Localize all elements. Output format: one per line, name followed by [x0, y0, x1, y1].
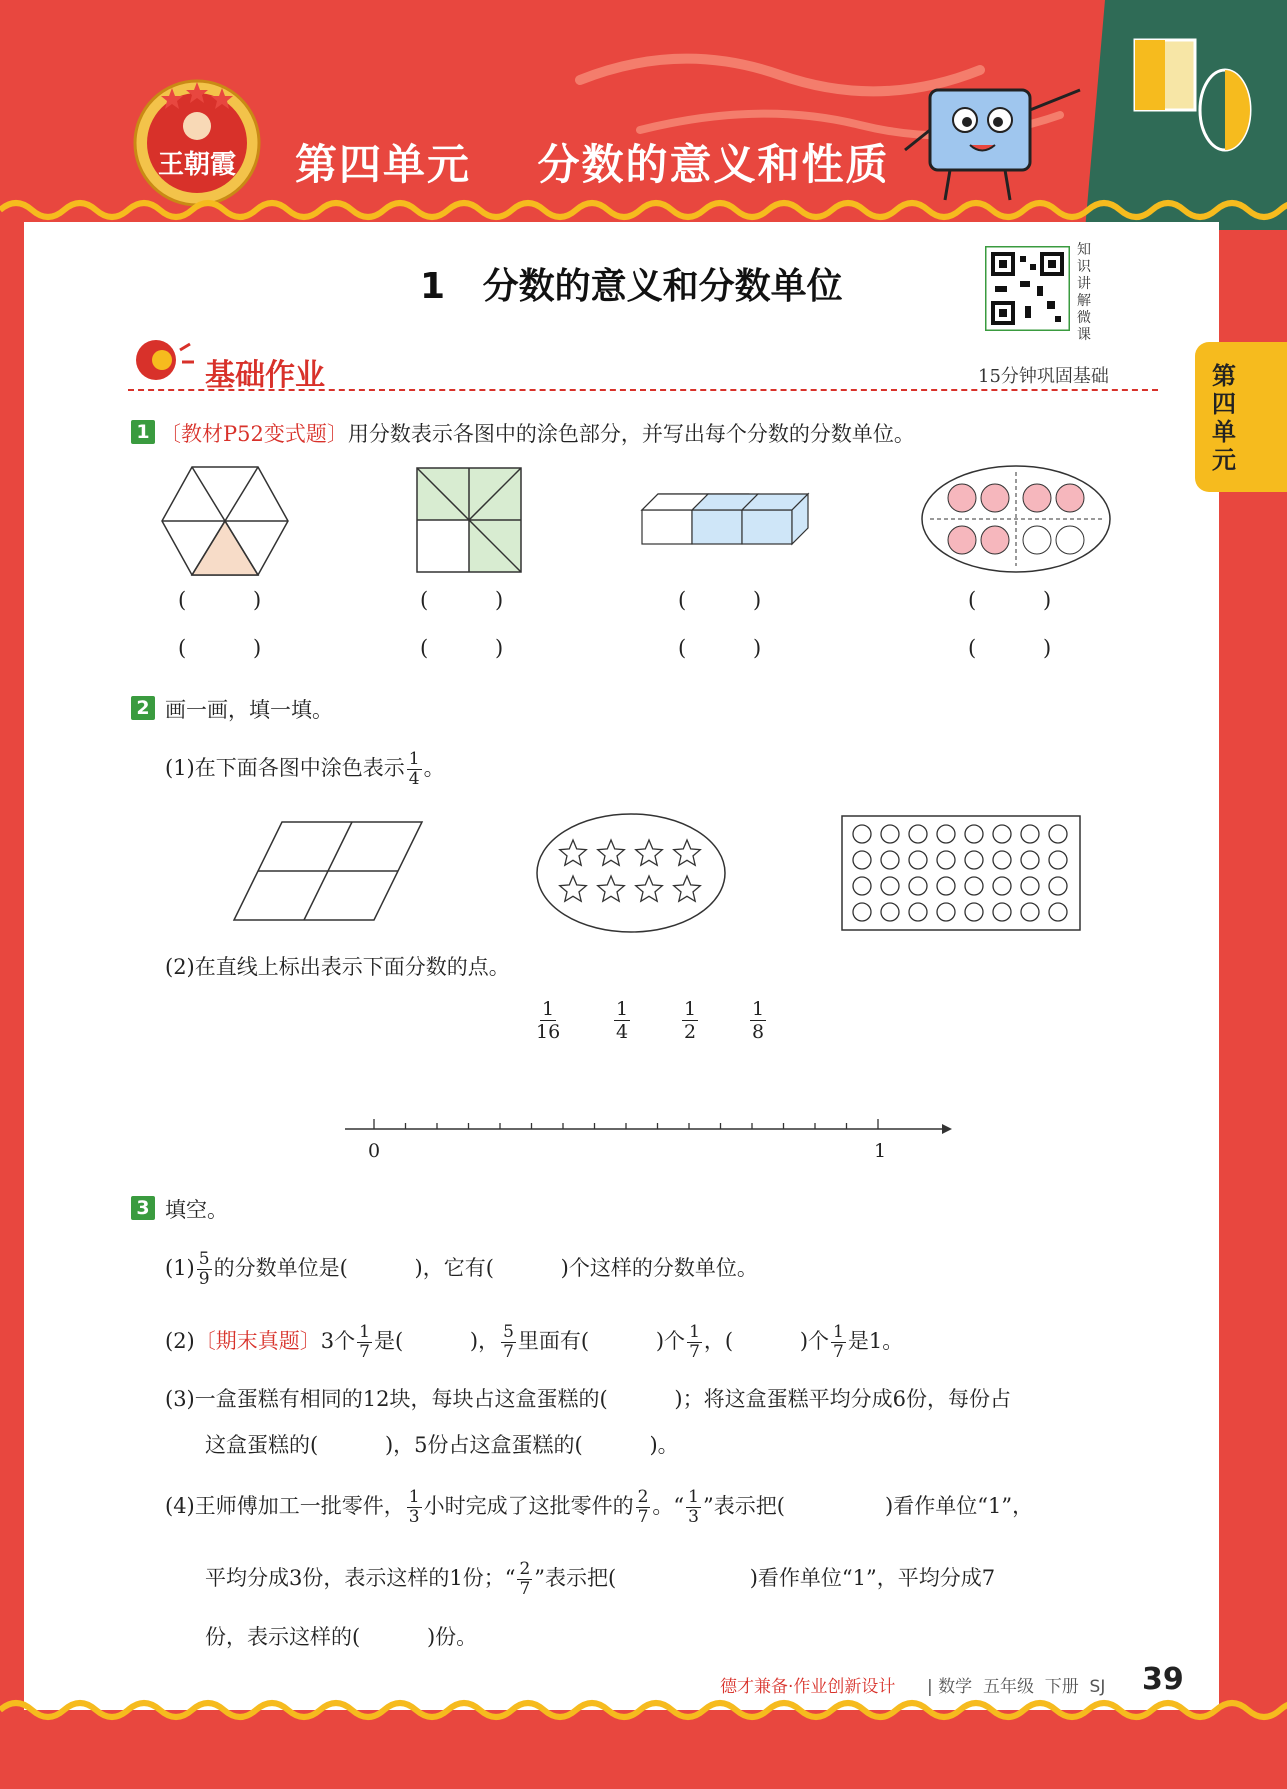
question-2-part-1: (1)在下面各图中涂色表示 $\frac{1}{4}$ 。 [165, 749, 445, 789]
star-shape[interactable] [560, 840, 587, 865]
question-1-prompt: 用分数表示各图中的涂色部分，并写出每个分数的分数单位。 [347, 422, 915, 446]
grid-circle[interactable] [909, 851, 927, 869]
grid-circle[interactable] [937, 851, 955, 869]
answer-blank[interactable]: ( ) [178, 588, 262, 612]
lesson-title: 1 分数的意义和分数单位 [420, 266, 843, 307]
grid-circle[interactable] [937, 903, 955, 921]
fraction-label: $\frac{1}{4}$ [616, 998, 629, 1043]
question-1-text [160, 418, 915, 448]
star-shape[interactable] [598, 840, 625, 865]
question-number: 3 [131, 1196, 155, 1220]
qr-code-icon[interactable] [985, 246, 1070, 331]
grid-circle[interactable] [1049, 903, 1067, 921]
qr-label: 知识讲解微课 [1077, 242, 1091, 343]
question-3-part-3-line-2: 这盒蛋糕的( )，5份占这盒蛋糕的( )。 [205, 1433, 679, 1457]
grid-circle[interactable] [1049, 851, 1067, 869]
grid-circle[interactable] [881, 877, 899, 895]
star-shape[interactable] [674, 876, 701, 901]
grid-circle[interactable] [993, 877, 1011, 895]
answer-blank[interactable]: ( ) [678, 636, 762, 660]
grid-circle[interactable] [909, 825, 927, 843]
grid-circle[interactable] [993, 903, 1011, 921]
circle-grid-figure[interactable] [840, 814, 1082, 932]
grid-circle[interactable] [881, 851, 899, 869]
grid-circle[interactable] [965, 903, 983, 921]
question-3-part-4-line-1: (4)王师傅加工一批零件， $\frac{1}{3}$ 小时完成了这批零件的 $\frac{2}{7}$ 。“ $\frac{1}{3}$ ”表示把( )看作单位“1”， [165, 1487, 1034, 1527]
svg-text:王朝霞: 王朝霞 [157, 150, 237, 180]
question-3-prompt: 填空。 [165, 1198, 228, 1222]
question-3-part-4-line-3: 份，表示这样的( )份。 [205, 1625, 478, 1649]
question-number: 2 [131, 696, 155, 720]
fraction-label: $\frac{1}{8}$ [752, 998, 765, 1043]
star-oval-figure[interactable] [535, 812, 727, 934]
answer-blank[interactable]: ( ) [420, 588, 504, 612]
question-2-prompt: 画一画，填一填。 [165, 698, 333, 722]
grid-circle[interactable] [1021, 903, 1039, 921]
grid-circle[interactable] [937, 877, 955, 895]
question-number: 1 [131, 420, 155, 444]
grid-circle[interactable] [881, 825, 899, 843]
footer-meta: | 数学 五年级 下册 SJ [927, 1677, 1106, 1697]
question-3-part-2: (2)〔期末真题〕3个 $\frac{1}{7}$ 是( )， $\frac{5}{7}$ 里面有( )个 $\frac{1}{7}$ ，( )个 $\frac{1}{7}$ 是1。 [165, 1322, 904, 1362]
grid-circle[interactable] [1021, 825, 1039, 843]
grid-circle[interactable] [881, 903, 899, 921]
grid-circle[interactable] [1021, 877, 1039, 895]
answer-blank[interactable]: ( ) [678, 588, 762, 612]
parallelogram-figure[interactable] [232, 820, 424, 922]
grid-circle[interactable] [965, 877, 983, 895]
question-2-part-2: (2)在直线上标出表示下面分数的点。 [165, 955, 510, 979]
answer-blank[interactable]: ( ) [968, 588, 1052, 612]
star-shape[interactable] [560, 876, 587, 901]
fraction-label: $\frac{1}{16}$ [536, 998, 561, 1043]
axis-end-label: 1 [874, 1140, 887, 1162]
section-divider [128, 389, 1158, 391]
unit-title: 第四单元 分数的意义和性质 [295, 140, 890, 189]
peach-oval-figure [920, 464, 1112, 574]
page-number: 39 [1142, 1662, 1184, 1697]
footer-brand: 德才兼备·作业创新设计 [720, 1677, 896, 1697]
number-line[interactable] [340, 1114, 960, 1144]
question-3-part-3-line-1: (3)一盒蛋糕有相同的12块，每块占这盒蛋糕的( )；将这盒蛋糕平均分成6份，每份占 [165, 1387, 1011, 1411]
star-shape[interactable] [598, 876, 625, 901]
side-tab-label: 第四单元 [1212, 362, 1236, 474]
grid-circle[interactable] [1021, 851, 1039, 869]
hexagon-figure [160, 464, 290, 579]
grid-circle[interactable] [965, 825, 983, 843]
grid-circle[interactable] [853, 825, 871, 843]
star-shape[interactable] [636, 840, 663, 865]
top-wave-border [0, 190, 1287, 230]
star-shape[interactable] [674, 840, 701, 865]
question-3-part-1: (1) $\frac{5}{9}$ 的分数单位是( )，它有( )个这样的分数单位。 [165, 1249, 758, 1289]
bar-figure [640, 492, 815, 548]
brand-badge-logo [132, 78, 262, 208]
grid-circle[interactable] [853, 851, 871, 869]
grid-circle[interactable] [909, 877, 927, 895]
star-shape[interactable] [636, 876, 663, 901]
grid-circle[interactable] [853, 903, 871, 921]
mascot-illustration [900, 70, 1090, 210]
question-3-part-4-line-2: 平均分成3份，表示这样的1份；“ $\frac{2}{7}$ ”表示把( )看作单位“1”，平均分成7 [205, 1559, 996, 1599]
source-tag: 〔教材P52变式题〕 [160, 422, 348, 446]
grid-circle[interactable] [993, 825, 1011, 843]
section-note: 15分钟巩固基础 [978, 366, 1109, 387]
answer-blank[interactable]: ( ) [968, 636, 1052, 660]
section-label: 基础作业 [205, 358, 325, 393]
grid-circle[interactable] [853, 877, 871, 895]
grid-circle[interactable] [1049, 877, 1067, 895]
answer-blank[interactable]: ( ) [178, 636, 262, 660]
answer-blank[interactable]: ( ) [420, 636, 504, 660]
grid-circle[interactable] [937, 825, 955, 843]
grid-circle[interactable] [993, 851, 1011, 869]
grid-circle[interactable] [909, 903, 927, 921]
square-figure [415, 466, 525, 576]
grid-circle[interactable] [1049, 825, 1067, 843]
axis-start-label: 0 [368, 1140, 381, 1162]
fraction-label: $\frac{1}{2}$ [684, 998, 697, 1043]
grid-circle[interactable] [965, 851, 983, 869]
lightbulb-icon [128, 336, 198, 386]
